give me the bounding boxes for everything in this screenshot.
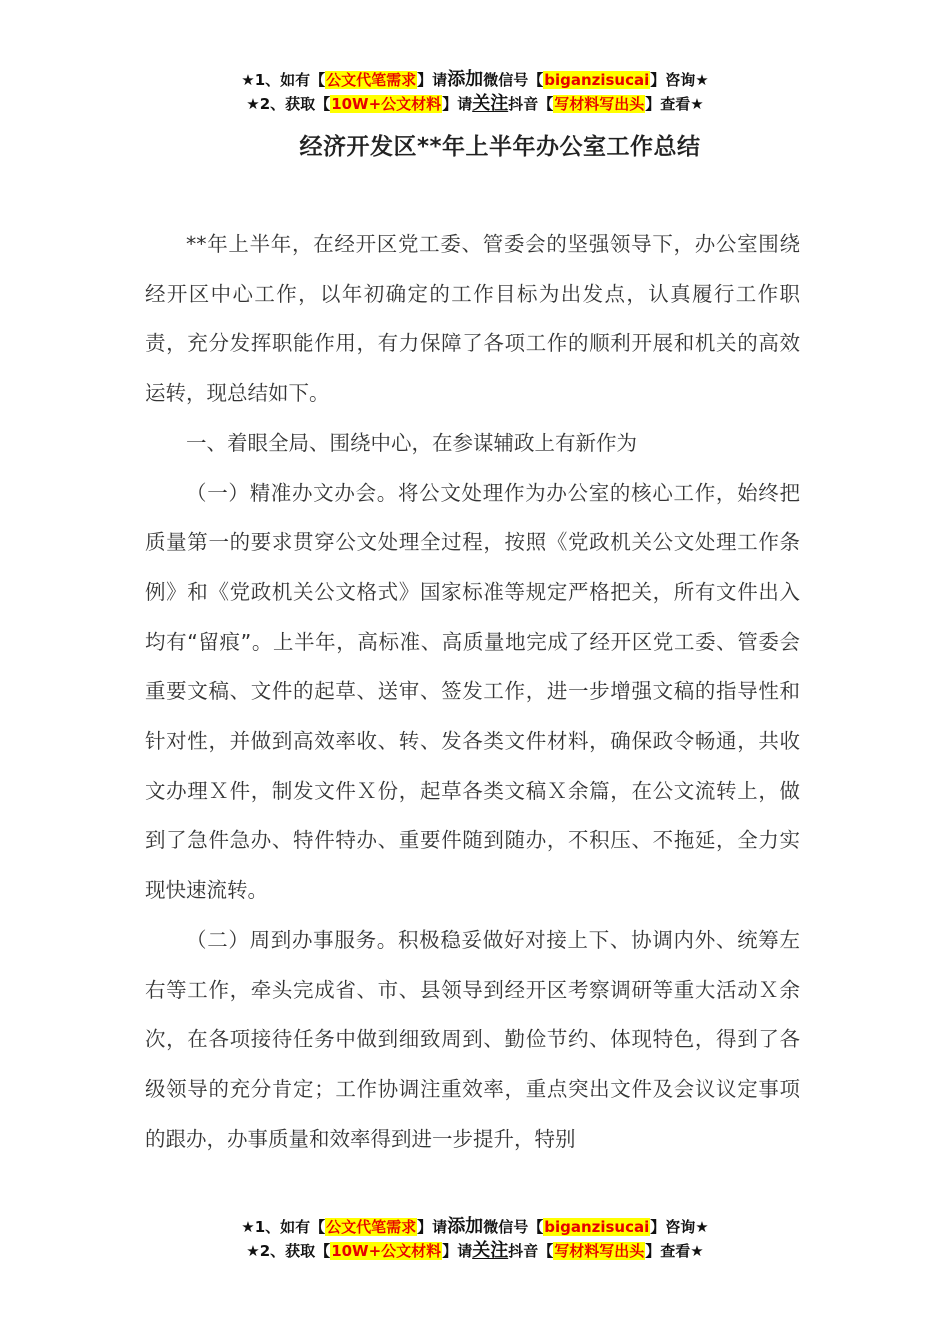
banner-emphasis: 关注 bbox=[472, 93, 509, 114]
banner-text: 抖音【 bbox=[508, 1242, 554, 1260]
banner-emphasis: 添加 bbox=[447, 69, 484, 90]
banner-text: 】咨询★ bbox=[650, 71, 709, 89]
banner-highlight-wechat-id: biganzisucai bbox=[544, 71, 650, 89]
banner-text: 】查看★ bbox=[645, 1242, 704, 1260]
paragraph-intro: **年上半年，在经开区党工委、管委会的坚强领导下，办公室围绕经开区中心工作，以年初确定的工作目标为出发点，认真履行工作职责，充分发挥职能作用，有力保障了各项工作的顺利开展和机关的高效运转，现总结如下。 bbox=[145, 232, 800, 406]
banner-text: 】请 bbox=[442, 95, 473, 113]
bottom-banner bbox=[0, 1215, 950, 1263]
banner-text: ★2、获取【 bbox=[246, 1242, 331, 1260]
banner-highlight-materials: 10W+公文材料 bbox=[331, 95, 442, 113]
banner-line-1 bbox=[0, 68, 950, 92]
top-banner bbox=[0, 68, 950, 116]
banner-text: ★1、如有【 bbox=[241, 1218, 326, 1236]
banner-text: 抖音【 bbox=[508, 95, 554, 113]
banner-highlight-service: 公文代笔需求 bbox=[326, 1218, 417, 1236]
banner-highlight-wechat-id: biganzisucai bbox=[544, 1218, 650, 1236]
section-heading: 一、着眼全局、围绕中心，在参谋辅政上有新作为 bbox=[186, 430, 637, 455]
banner-highlight-service: 公文代笔需求 bbox=[326, 71, 417, 89]
banner-text: 微信号【 bbox=[483, 71, 544, 89]
banner-text: 】请 bbox=[442, 1242, 473, 1260]
document-body bbox=[145, 220, 800, 1164]
banner-line-2 bbox=[0, 1239, 950, 1263]
banner-text: ★1、如有【 bbox=[241, 71, 326, 89]
banner-text: 】咨询★ bbox=[650, 1218, 709, 1236]
banner-text: 】查看★ bbox=[645, 95, 704, 113]
banner-emphasis: 添加 bbox=[447, 1216, 484, 1237]
banner-highlight-douyin: 写材料写出头 bbox=[554, 95, 645, 113]
banner-line-2 bbox=[0, 92, 950, 116]
banner-highlight-douyin: 写材料写出头 bbox=[554, 1242, 645, 1260]
banner-highlight-materials: 10W+公文材料 bbox=[331, 1242, 442, 1260]
banner-emphasis: 关注 bbox=[472, 1240, 509, 1261]
paragraph-item-2: （二）周到办事服务。积极稳妥做好对接上下、协调内外、统筹左右等工作，牵头完成省、市、县领导到经开区考察调研等重大活动Ｘ余次，在各项接待任务中做到细致周到、勤俭节约、体现特色，得到了各级领导的充分肯定；工作协调注重效率，重点突出文件及会议议定事项的跟办，办事质量和效率得到进一步提升，特别 bbox=[145, 927, 800, 1151]
banner-text: 微信号【 bbox=[483, 1218, 544, 1236]
banner-text: ★2、获取【 bbox=[246, 95, 331, 113]
banner-text: 】请 bbox=[417, 1218, 448, 1236]
banner-text: 】请 bbox=[417, 71, 448, 89]
banner-line-1 bbox=[0, 1215, 950, 1239]
document-title: 经济开发区**年上半年办公室工作总结 bbox=[299, 134, 701, 160]
paragraph-item-1: （一）精准办文办会。将公文处理作为办公室的核心工作，始终把质量第一的要求贯穿公文处理全过程，按照《党政机关公文处理工作条例》和《党政机关公文格式》国家标准等规定严格把关，所有文件出入均有“留痕”。上半年，高标准、高质量地完成了经开区党工委、管委会重要文稿、文件的起草、送审、签发工作，进一步增强文稿的指导性和针对性，并做到高效率收、转、发各类文件材料，确保政令畅通，共收文办理Ｘ件，制发文件Ｘ份，起草各类文稿Ｘ余篇，在公文流转上，做到了急件急办、特件特办、重要件随到随办，不积压、不拖延，全力实现快速流转。 bbox=[145, 480, 800, 903]
